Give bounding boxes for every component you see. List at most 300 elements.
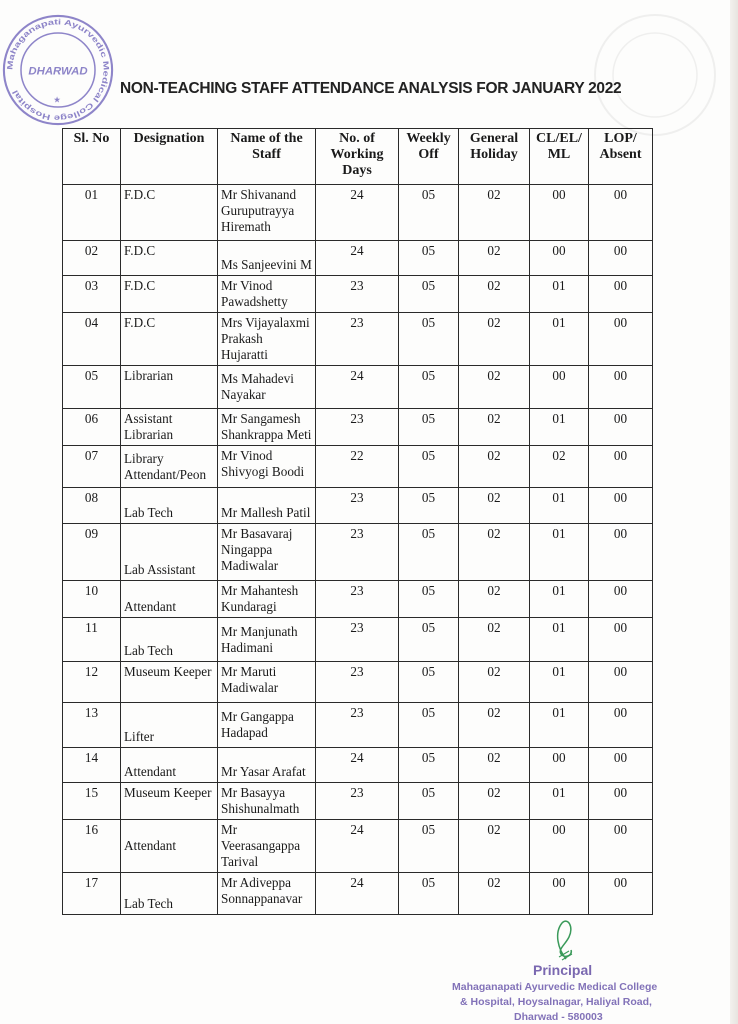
cell-working-days bbox=[316, 488, 399, 524]
cl-el-ml-text: 01 bbox=[552, 278, 566, 293]
lop-absent-text: 00 bbox=[613, 785, 628, 800]
working-days-text: 23 bbox=[350, 526, 364, 541]
lop-absent-text: 00 bbox=[613, 243, 628, 258]
cl-el-ml-text: 00 bbox=[552, 822, 566, 837]
weekly-off-text: 05 bbox=[421, 368, 436, 383]
table-row bbox=[63, 748, 653, 783]
cell-working-days bbox=[316, 783, 399, 820]
cell-lop-absent bbox=[589, 662, 653, 703]
document-title: NON-TEACHING STAFF ATTENDANCE ANALYSIS FOR JANUARY 2022 bbox=[120, 80, 622, 97]
staff-name-text: Mr Basayya Shishunalmath bbox=[221, 785, 300, 816]
weekly-off-text: 05 bbox=[421, 785, 436, 800]
cell-weekly-off bbox=[399, 313, 459, 366]
header-weekly-off: Weekly Off bbox=[399, 129, 459, 185]
general-holiday-text: 02 bbox=[487, 705, 501, 720]
sl-no-text: 16 bbox=[84, 822, 99, 837]
staff-name-text: Mrs Vijayalaxmi Prakash Hujaratti bbox=[221, 315, 310, 362]
cell-weekly-off bbox=[399, 748, 459, 783]
working-days-text: 24 bbox=[350, 875, 364, 890]
cell-sl-no bbox=[63, 873, 121, 915]
cell-general-holiday bbox=[459, 873, 530, 915]
table-row bbox=[63, 703, 653, 748]
staff-name-text: Ms Sanjeevini M bbox=[221, 257, 312, 272]
cell-working-days bbox=[316, 313, 399, 366]
signature-address-line-2: & Hospital, Hoysalnagar, Haliyal Road, bbox=[460, 996, 652, 1008]
cell-staff-name bbox=[218, 524, 316, 581]
table-header-row bbox=[63, 129, 653, 185]
lop-absent-text: 00 bbox=[613, 750, 628, 765]
cell-lop-absent bbox=[589, 241, 653, 276]
working-days-text: 24 bbox=[350, 187, 364, 202]
header-cl-el-ml: CL/EL/ ML bbox=[530, 129, 589, 185]
staff-name-text: Mr Gangappa Hadapad bbox=[221, 709, 294, 740]
signature-address-line-1: Mahaganapati Ayurvedic Medical College bbox=[452, 981, 658, 993]
cell-staff-name bbox=[218, 241, 316, 276]
cl-el-ml-text: 01 bbox=[552, 526, 566, 541]
cell-sl-no bbox=[63, 703, 121, 748]
designation-text: Attendant bbox=[124, 599, 177, 614]
weekly-off-text: 05 bbox=[421, 705, 436, 720]
cell-weekly-off bbox=[399, 820, 459, 873]
designation-text: Lifter bbox=[124, 729, 155, 744]
cell-weekly-off bbox=[399, 703, 459, 748]
cell-general-holiday bbox=[459, 748, 530, 783]
cell-sl-no bbox=[63, 820, 121, 873]
general-holiday-text: 02 bbox=[487, 583, 501, 598]
general-holiday-text: 02 bbox=[487, 750, 501, 765]
cell-lop-absent bbox=[589, 185, 653, 241]
designation-text: Assistant Librarian bbox=[124, 411, 174, 442]
lop-absent-text: 00 bbox=[613, 822, 628, 837]
cell-designation bbox=[121, 409, 218, 446]
staff-name-text: Mr Manjunath Hadimani bbox=[221, 623, 298, 655]
weekly-off-text: 05 bbox=[421, 664, 436, 679]
cell-lop-absent bbox=[589, 783, 653, 820]
cell-staff-name bbox=[218, 366, 316, 409]
cell-weekly-off bbox=[399, 185, 459, 241]
staff-name-text: Mr Maruti Madiwalar bbox=[221, 664, 279, 695]
table-row bbox=[63, 524, 653, 581]
working-days-text: 23 bbox=[350, 583, 364, 598]
general-holiday-text: 02 bbox=[487, 278, 501, 293]
cell-designation bbox=[121, 748, 218, 783]
cl-el-ml-text: 01 bbox=[552, 705, 566, 720]
stamp-center-text: DHARWAD bbox=[28, 65, 88, 78]
cell-designation bbox=[121, 313, 218, 366]
designation-text: Lab Tech bbox=[124, 896, 173, 911]
cell-general-holiday bbox=[459, 662, 530, 703]
cell-sl-no bbox=[63, 409, 121, 446]
cell-designation bbox=[121, 185, 218, 241]
weekly-off-text: 05 bbox=[421, 187, 436, 202]
cell-designation bbox=[121, 276, 218, 313]
cell-sl-no bbox=[63, 241, 121, 276]
cell-staff-name bbox=[218, 748, 316, 783]
designation-text: F.D.C bbox=[124, 315, 156, 330]
table-row bbox=[63, 581, 653, 618]
sl-no-text: 09 bbox=[84, 526, 99, 541]
cell-weekly-off bbox=[399, 618, 459, 662]
lop-absent-text: 00 bbox=[613, 448, 628, 463]
general-holiday-text: 02 bbox=[487, 448, 501, 463]
cell-weekly-off bbox=[399, 873, 459, 915]
cl-el-ml-text: 01 bbox=[552, 620, 566, 635]
designation-text: Librarian bbox=[124, 368, 174, 383]
cell-sl-no bbox=[63, 524, 121, 581]
cell-weekly-off bbox=[399, 783, 459, 820]
cell-cl-el-ml bbox=[530, 662, 589, 703]
cell-general-holiday bbox=[459, 783, 530, 820]
attendance-table bbox=[62, 128, 653, 915]
sl-no-text: 03 bbox=[84, 278, 99, 293]
cl-el-ml-text: 01 bbox=[552, 490, 566, 505]
cell-general-holiday bbox=[459, 581, 530, 618]
designation-text: F.D.C bbox=[124, 278, 156, 293]
cell-general-holiday bbox=[459, 488, 530, 524]
cell-sl-no bbox=[63, 783, 121, 820]
cell-sl-no bbox=[63, 446, 121, 488]
cell-cl-el-ml bbox=[530, 366, 589, 409]
cl-el-ml-text: 01 bbox=[552, 785, 566, 800]
designation-text: Museum Keeper bbox=[124, 785, 212, 800]
principal-signature bbox=[540, 917, 590, 961]
working-days-text: 24 bbox=[350, 243, 364, 258]
cell-designation bbox=[121, 241, 218, 276]
designation-text: Museum Keeper bbox=[124, 664, 212, 679]
lop-absent-text: 00 bbox=[613, 490, 628, 505]
cell-general-holiday bbox=[459, 185, 530, 241]
signature-address-line-3: Dharwad - 580003 bbox=[514, 1011, 603, 1023]
cl-el-ml-text: 01 bbox=[552, 411, 566, 426]
table-row bbox=[63, 446, 653, 488]
lop-absent-text: 00 bbox=[613, 875, 628, 890]
designation-text: F.D.C bbox=[124, 243, 156, 258]
cl-el-ml-text: 00 bbox=[552, 187, 566, 202]
cell-working-days bbox=[316, 703, 399, 748]
staff-name-text: Mr Vinod Shivyogi Boodi bbox=[221, 448, 305, 479]
cell-staff-name bbox=[218, 276, 316, 313]
table-row bbox=[63, 488, 653, 524]
table-row bbox=[63, 820, 653, 873]
cl-el-ml-text: 00 bbox=[552, 243, 566, 258]
weekly-off-text: 05 bbox=[421, 448, 436, 463]
cell-weekly-off bbox=[399, 446, 459, 488]
weekly-off-text: 05 bbox=[421, 620, 436, 635]
cl-el-ml-text: 01 bbox=[552, 664, 566, 679]
general-holiday-text: 02 bbox=[487, 526, 501, 541]
cell-weekly-off bbox=[399, 488, 459, 524]
sl-no-text: 11 bbox=[85, 620, 98, 635]
cell-lop-absent bbox=[589, 276, 653, 313]
working-days-text: 23 bbox=[350, 664, 364, 679]
staff-name-text: Mr Basavaraj Ningappa Madiwalar bbox=[221, 526, 293, 573]
table-row bbox=[63, 662, 653, 703]
staff-name-text: Mr Mallesh Patil bbox=[221, 505, 311, 520]
college-seal-stamp bbox=[2, 14, 114, 126]
staff-name-text: Mr Yasar Arafat bbox=[221, 764, 306, 779]
general-holiday-text: 02 bbox=[487, 368, 501, 383]
working-days-text: 24 bbox=[350, 750, 364, 765]
cell-general-holiday bbox=[459, 820, 530, 873]
table-row bbox=[63, 185, 653, 241]
cell-lop-absent bbox=[589, 820, 653, 873]
cell-cl-el-ml bbox=[530, 783, 589, 820]
cell-cl-el-ml bbox=[530, 873, 589, 915]
cell-general-holiday bbox=[459, 366, 530, 409]
working-days-text: 24 bbox=[350, 822, 364, 837]
cell-working-days bbox=[316, 662, 399, 703]
general-holiday-text: 02 bbox=[487, 785, 501, 800]
cell-general-holiday bbox=[459, 276, 530, 313]
sl-no-text: 17 bbox=[84, 875, 99, 890]
general-holiday-text: 02 bbox=[487, 822, 501, 837]
cell-lop-absent bbox=[589, 524, 653, 581]
cell-general-holiday bbox=[459, 446, 530, 488]
designation-text: Library Attendant/Peon bbox=[124, 450, 207, 482]
table-row bbox=[63, 276, 653, 313]
cell-designation bbox=[121, 366, 218, 409]
general-holiday-text: 02 bbox=[487, 875, 501, 890]
stamp-ring-text: Mahaganapati Ayurvedic Medical College Hospital bbox=[5, 17, 111, 123]
cl-el-ml-text: 00 bbox=[552, 750, 566, 765]
cell-weekly-off bbox=[399, 662, 459, 703]
cell-general-holiday bbox=[459, 313, 530, 366]
cell-staff-name bbox=[218, 409, 316, 446]
cell-weekly-off bbox=[399, 524, 459, 581]
cell-sl-no bbox=[63, 185, 121, 241]
signature-title: Principal bbox=[533, 962, 593, 978]
cell-working-days bbox=[316, 409, 399, 446]
cell-working-days bbox=[316, 446, 399, 488]
cell-lop-absent bbox=[589, 313, 653, 366]
cell-lop-absent bbox=[589, 409, 653, 446]
cell-sl-no bbox=[63, 488, 121, 524]
working-days-text: 22 bbox=[350, 448, 364, 463]
lop-absent-text: 00 bbox=[613, 583, 628, 598]
staff-name-text: Mr Shivanand Guruputrayya Hiremath bbox=[221, 187, 297, 234]
cell-sl-no bbox=[63, 313, 121, 366]
cell-lop-absent bbox=[589, 581, 653, 618]
cell-staff-name bbox=[218, 873, 316, 915]
sl-no-text: 14 bbox=[84, 750, 99, 765]
cell-designation bbox=[121, 873, 218, 915]
cell-working-days bbox=[316, 820, 399, 873]
cell-cl-el-ml bbox=[530, 276, 589, 313]
cell-cl-el-ml bbox=[530, 409, 589, 446]
sl-no-text: 08 bbox=[84, 490, 99, 505]
header-general-holiday: General Holiday bbox=[459, 129, 530, 185]
cell-general-holiday bbox=[459, 241, 530, 276]
table-row bbox=[63, 618, 653, 662]
cell-general-holiday bbox=[459, 618, 530, 662]
cell-designation bbox=[121, 618, 218, 662]
cell-staff-name bbox=[218, 783, 316, 820]
lop-absent-text: 00 bbox=[613, 526, 628, 541]
table-row bbox=[63, 313, 653, 366]
header-sl-no: Sl. No bbox=[63, 129, 121, 185]
cell-designation bbox=[121, 820, 218, 873]
working-days-text: 23 bbox=[350, 705, 364, 720]
cell-staff-name bbox=[218, 185, 316, 241]
general-holiday-text: 02 bbox=[487, 315, 501, 330]
table-row bbox=[63, 241, 653, 276]
staff-name-text: Mr Mahantesh Kundaragi bbox=[221, 583, 299, 614]
cell-staff-name bbox=[218, 618, 316, 662]
weekly-off-text: 05 bbox=[421, 822, 436, 837]
cell-weekly-off bbox=[399, 241, 459, 276]
cell-designation bbox=[121, 488, 218, 524]
cell-working-days bbox=[316, 185, 399, 241]
lop-absent-text: 00 bbox=[613, 411, 628, 426]
lop-absent-text: 00 bbox=[613, 187, 628, 202]
weekly-off-text: 05 bbox=[421, 490, 436, 505]
cell-staff-name bbox=[218, 488, 316, 524]
cl-el-ml-text: 00 bbox=[552, 875, 566, 890]
designation-text: F.D.C bbox=[124, 187, 156, 202]
sl-no-text: 06 bbox=[84, 411, 99, 426]
sl-no-text: 02 bbox=[84, 243, 99, 258]
working-days-text: 23 bbox=[350, 490, 364, 505]
general-holiday-text: 02 bbox=[487, 187, 501, 202]
cell-working-days bbox=[316, 748, 399, 783]
cell-lop-absent bbox=[589, 446, 653, 488]
general-holiday-text: 02 bbox=[487, 620, 501, 635]
lop-absent-text: 00 bbox=[613, 278, 628, 293]
cell-staff-name bbox=[218, 446, 316, 488]
cell-sl-no bbox=[63, 366, 121, 409]
sl-no-text: 13 bbox=[84, 705, 99, 720]
cell-working-days bbox=[316, 241, 399, 276]
cell-lop-absent bbox=[589, 748, 653, 783]
header-lop-absent: LOP/ Absent bbox=[589, 129, 653, 185]
faint-seal-icon bbox=[590, 10, 720, 140]
cell-cl-el-ml bbox=[530, 524, 589, 581]
sl-no-text: 05 bbox=[84, 368, 99, 383]
lop-absent-text: 00 bbox=[613, 705, 628, 720]
table-row bbox=[63, 409, 653, 446]
designation-text: Attendant bbox=[124, 838, 177, 853]
cell-designation bbox=[121, 703, 218, 748]
staff-name-text: Mr Sangamesh Shankrappa Meti bbox=[221, 411, 312, 442]
cell-cl-el-ml bbox=[530, 581, 589, 618]
weekly-off-text: 05 bbox=[421, 583, 436, 598]
cell-working-days bbox=[316, 366, 399, 409]
cell-weekly-off bbox=[399, 409, 459, 446]
cell-staff-name bbox=[218, 662, 316, 703]
table-row bbox=[63, 366, 653, 409]
cell-cl-el-ml bbox=[530, 185, 589, 241]
sl-no-text: 01 bbox=[84, 187, 99, 202]
cl-el-ml-text: 00 bbox=[552, 368, 566, 383]
designation-text: Lab Assistant bbox=[124, 562, 196, 577]
cell-lop-absent bbox=[589, 703, 653, 748]
cell-lop-absent bbox=[589, 366, 653, 409]
lop-absent-text: 00 bbox=[613, 368, 628, 383]
working-days-text: 23 bbox=[350, 411, 364, 426]
cell-sl-no bbox=[63, 276, 121, 313]
cell-designation bbox=[121, 446, 218, 488]
designation-text: Lab Tech bbox=[124, 505, 173, 520]
table-row bbox=[63, 783, 653, 820]
cell-designation bbox=[121, 524, 218, 581]
working-days-text: 23 bbox=[350, 278, 364, 293]
working-days-text: 23 bbox=[350, 315, 364, 330]
page-edge bbox=[730, 0, 738, 1024]
working-days-text: 24 bbox=[350, 368, 364, 383]
header-staff-name: Name of the Staff bbox=[218, 129, 316, 185]
cell-cl-el-ml bbox=[530, 820, 589, 873]
cell-designation bbox=[121, 662, 218, 703]
sl-no-text: 15 bbox=[84, 785, 99, 800]
cell-designation bbox=[121, 783, 218, 820]
working-days-text: 23 bbox=[350, 785, 364, 800]
working-days-text: 23 bbox=[350, 620, 364, 635]
staff-name-text: Ms Mahadevi Nayakar bbox=[221, 371, 294, 402]
sl-no-text: 10 bbox=[84, 583, 99, 598]
designation-text: Lab Tech bbox=[124, 643, 173, 658]
lop-absent-text: 00 bbox=[613, 315, 628, 330]
header-designation: Designation bbox=[121, 129, 218, 185]
lop-absent-text: 00 bbox=[613, 664, 628, 679]
table-row bbox=[63, 873, 653, 915]
cell-cl-el-ml bbox=[530, 748, 589, 783]
cell-cl-el-ml bbox=[530, 703, 589, 748]
staff-name-text: Mr Adiveppa Sonnappanavar bbox=[221, 875, 303, 906]
cell-sl-no bbox=[63, 748, 121, 783]
general-holiday-text: 02 bbox=[487, 411, 501, 426]
cell-cl-el-ml bbox=[530, 618, 589, 662]
weekly-off-text: 05 bbox=[421, 243, 436, 258]
header-working-days: No. of Working Days bbox=[316, 129, 399, 185]
general-holiday-text: 02 bbox=[487, 243, 501, 258]
cell-general-holiday bbox=[459, 524, 530, 581]
cell-cl-el-ml bbox=[530, 446, 589, 488]
cell-general-holiday bbox=[459, 409, 530, 446]
cell-staff-name bbox=[218, 581, 316, 618]
cell-working-days bbox=[316, 618, 399, 662]
cell-weekly-off bbox=[399, 581, 459, 618]
cell-sl-no bbox=[63, 618, 121, 662]
weekly-off-text: 05 bbox=[421, 278, 436, 293]
cell-cl-el-ml bbox=[530, 313, 589, 366]
cell-lop-absent bbox=[589, 873, 653, 915]
cell-weekly-off bbox=[399, 276, 459, 313]
cell-working-days bbox=[316, 276, 399, 313]
sl-no-text: 07 bbox=[84, 448, 99, 463]
cell-working-days bbox=[316, 524, 399, 581]
general-holiday-text: 02 bbox=[487, 490, 501, 505]
weekly-off-text: 05 bbox=[421, 875, 436, 890]
cell-staff-name bbox=[218, 703, 316, 748]
cell-designation bbox=[121, 581, 218, 618]
cell-lop-absent bbox=[589, 618, 653, 662]
cell-lop-absent bbox=[589, 488, 653, 524]
sl-no-text: 04 bbox=[84, 315, 99, 330]
sl-no-text: 12 bbox=[84, 664, 99, 679]
weekly-off-text: 05 bbox=[421, 750, 436, 765]
cell-working-days bbox=[316, 873, 399, 915]
cl-el-ml-text: 01 bbox=[552, 315, 566, 330]
cell-weekly-off bbox=[399, 366, 459, 409]
cl-el-ml-text: 01 bbox=[552, 583, 566, 598]
stamp-star-icon: ★ bbox=[53, 94, 61, 105]
designation-text: Attendant bbox=[124, 764, 177, 779]
weekly-off-text: 05 bbox=[421, 315, 436, 330]
cell-working-days bbox=[316, 581, 399, 618]
weekly-off-text: 05 bbox=[421, 411, 436, 426]
weekly-off-text: 05 bbox=[421, 526, 436, 541]
cell-general-holiday bbox=[459, 703, 530, 748]
